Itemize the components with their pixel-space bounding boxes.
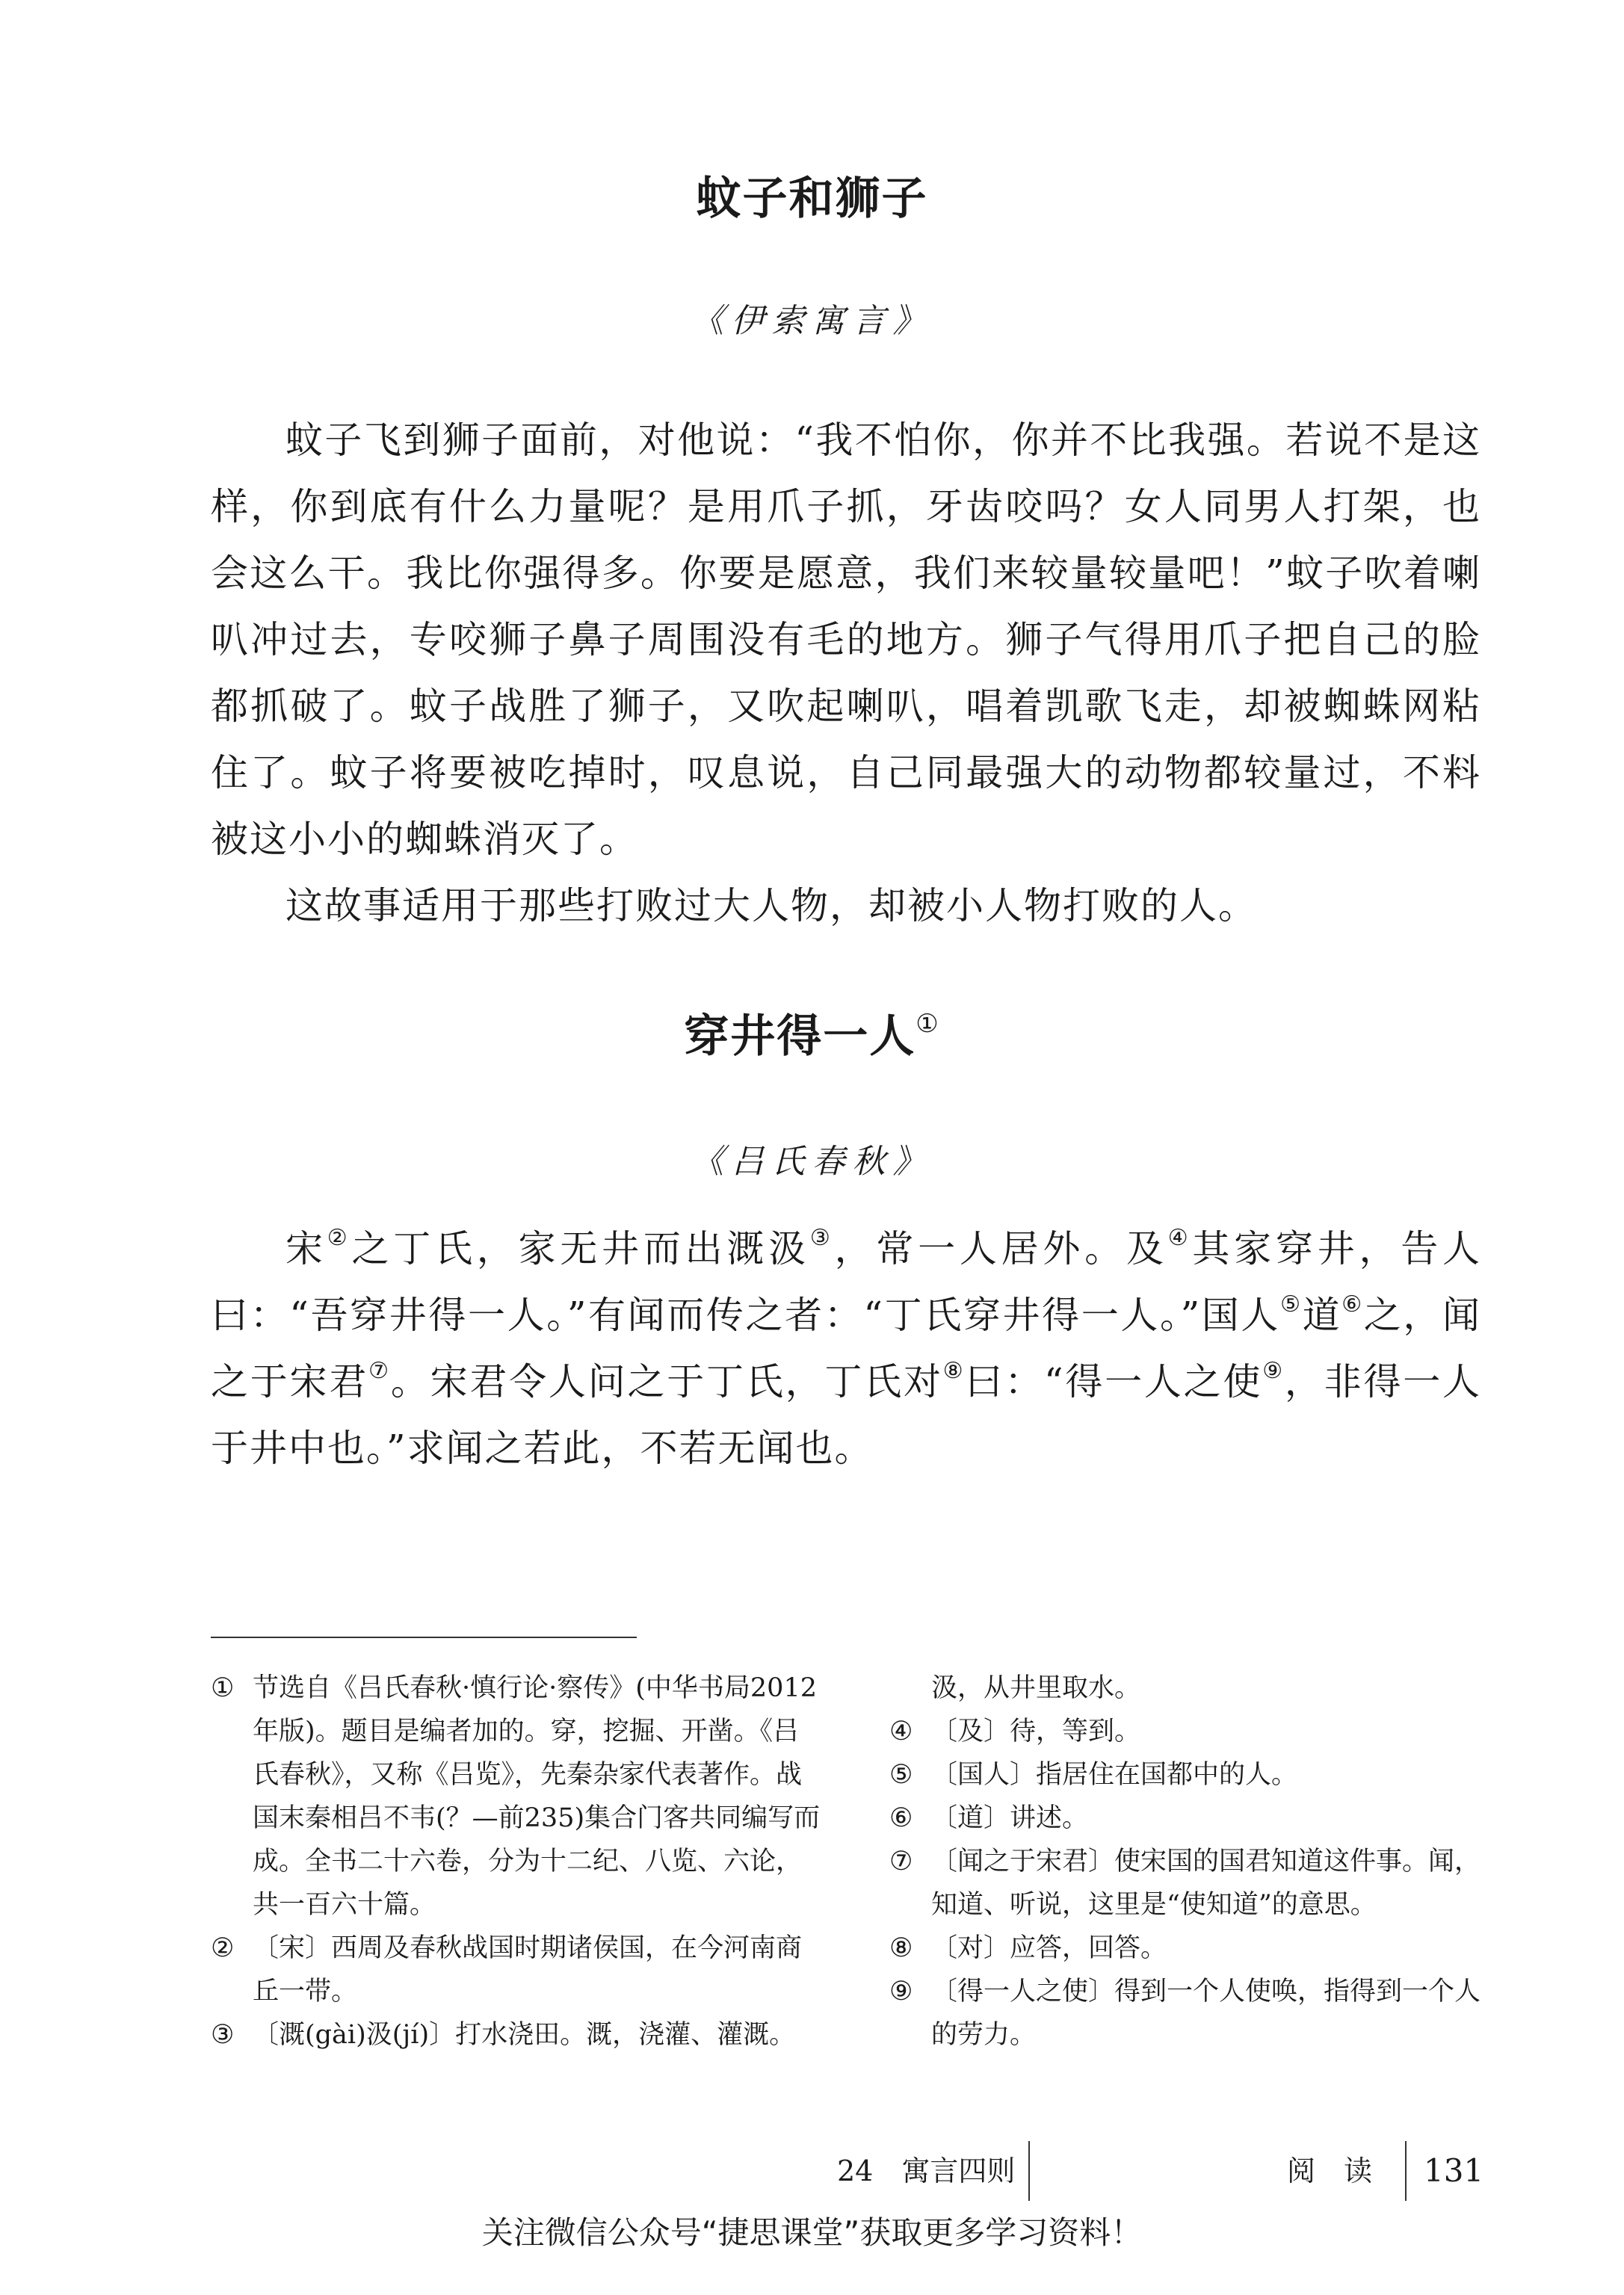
footnote-marker: ⑨ <box>1262 1358 1285 1384</box>
footnote-marker: ③ <box>809 1225 835 1251</box>
footnote-5: ⑤ 〔国人〕指居住在国都中的人。 <box>889 1760 1298 1790</box>
story2-source: 《吕氏春秋》 <box>691 1143 933 1181</box>
lesson-label: 24 寓言四则 <box>837 2155 1016 2187</box>
story1-paragraph-1: 蚊子飞到狮子面前，对他说：“我不怕你，你并不比我强。若说不是这样，你到底有什么力量呢？是用爪子抓，牙齿咬吗？女人同男人打架，也会这么干。我比你强得多。你要是愿意，我们来较量较量吧！”蚊子吹着喇叭冲过去，专咬狮子鼻子周围没有毛的地方。狮子气得用爪子把自己的脸都抓破了。蚊子战胜了狮子，又吹起喇叭，唱着凯歌飞走，却被蜘蛛网粘住了。蚊子将要被吃掉时，叹息说，自己同最强大的动物都较量过，不料被这小小的蜘蛛消灭了。 <box>211 418 1481 861</box>
footer-divider <box>1028 2141 1030 2201</box>
story2-paragraph: 宋②之丁氏，家无井而出溉汲③，常一人居外。及④其家穿井，告人曰：“吾穿井得一人。”有闻而传之者：“丁氏穿井得一人。”国人⑤道⑥之，闻之于宋君⑦。宋君令人问之于丁氏，丁氏对⑧曰：“得一人之使⑨，非得一人于井中也。”求闻之若此，不若无闻也。 <box>211 1225 1482 1470</box>
story1-source: 《伊索寓言》 <box>691 302 933 340</box>
footnote-marker: ④ <box>1167 1225 1193 1251</box>
section-label: 阅 读 <box>1287 2155 1373 2187</box>
story1-body <box>211 407 1481 939</box>
story2-body <box>211 1216 1481 1482</box>
story1-title: 蚊子和狮子 <box>696 173 928 225</box>
footnotes-right-column <box>889 1667 1495 2057</box>
footer-divider <box>1405 2141 1407 2201</box>
footnote-divider <box>211 1637 637 1638</box>
footnote-2: ② 〔宋〕西周及春秋战国时期诸侯国，在今河南商丘一带。 <box>211 1933 803 2007</box>
footnote-marker: ⑤ <box>1280 1291 1303 1318</box>
page-number: 131 <box>1424 2152 1484 2189</box>
footnote-marker: ⑦ <box>368 1358 391 1384</box>
footnote-marker: ⑥ <box>1342 1291 1364 1318</box>
footnote-1: ① 节选自《吕氏春秋·慎行论·察传》(中华书局2012年版)。题目是编者加的。穿，挖掘、开凿。《吕氏春秋》，又称《吕览》，先秦杂家代表著作。战国末秦相吕不韦(？—前235)集合门客共同编写而成。全书二十六卷，分为十二纪、八览、六论，共一百六十篇。 <box>211 1673 821 1920</box>
footnote-marker: ① <box>916 1009 940 1039</box>
footnote-marker: ② <box>327 1225 352 1251</box>
footnotes-left-column <box>211 1667 824 2057</box>
footnote-6: ⑥ 〔道〕讲述。 <box>889 1803 1089 1833</box>
story1-paragraph-2: 这故事适用于那些打败过大人物，却被小人物打败的人。 <box>285 884 1257 927</box>
footnote-9: ⑨ 〔得一人之使〕得到一个人使唤，指得到一个人的劳力。 <box>889 1977 1481 2050</box>
footnote-4: ④ 〔及〕待，等到。 <box>889 1717 1141 1746</box>
story2-title: 穿井得一人① <box>684 1009 940 1063</box>
footnote-3: ③ 〔溉(gài)汲(jí)〕打水浇田。溉，浇灌、灌溉。 <box>211 2020 796 2050</box>
promo-banner: 关注微信公众号“捷思课堂”获取更多学习资料！ <box>481 2214 1143 2251</box>
footnote-7: ⑦ 〔闻之于宋君〕使宋国的国君知道这件事。闻，知道、听说，这里是“使知道”的意思。 <box>889 1847 1481 1920</box>
footnote-3-continued: 汲，从井里取水。 <box>931 1673 1141 1703</box>
footnote-marker: ⑧ <box>942 1358 966 1384</box>
footnote-8: ⑧ 〔对〕应答，回答。 <box>889 1933 1167 1963</box>
